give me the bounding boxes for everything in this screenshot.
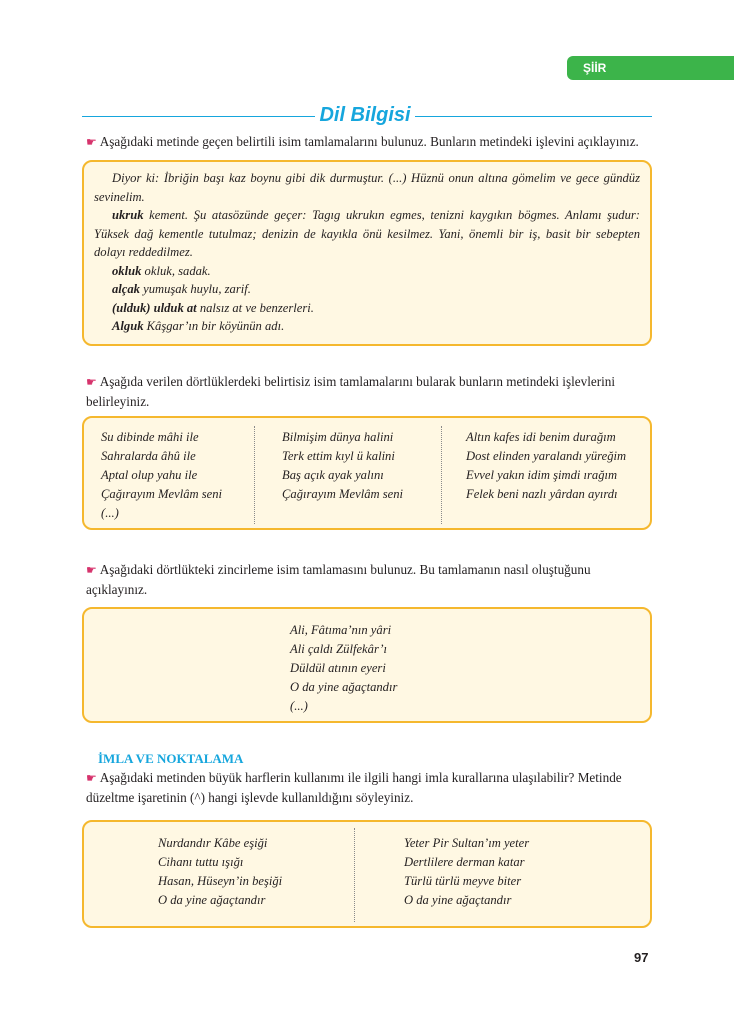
column-divider <box>354 828 355 922</box>
poem-line: Ali çaldı Zülfekâr’ı <box>290 642 388 656</box>
q1-term-ukruk: ukruk <box>112 208 144 222</box>
q1-paragraph-1: Diyor ki: İbriğin başı kaz boynu gibi dik durmuştur. (...) Hüznü onun altına gömelim ve gece gündüz sevinelim. <box>94 171 640 204</box>
q1-paragraph-2-text: kement. Şu atasözünde geçer: Tagıg ukrukın egmes, tenizni kaygıkın bögmes. Anlamı şudur: Yüksek dağ kementle tutulmaz; denizin de kayıkla önü kesilmez. Yani, önemli bir iş, basit bir sebepten dolayı reddedilmez. <box>94 208 640 259</box>
poem-line: O da yine ağaçtandır <box>404 893 512 907</box>
poem-line: Su dibinde mâhi ile <box>101 430 199 444</box>
poem-line: Nurdandır Kâbe eşiği <box>158 836 268 850</box>
poem-line: Sahralarda âhû ile <box>101 449 196 463</box>
q1-definition <box>94 317 640 336</box>
poem-line: Aptal olup yahu ile <box>101 468 198 482</box>
poem-line: Türlü türlü meyve biter <box>404 874 522 888</box>
column-divider <box>441 426 442 524</box>
q1-definition <box>94 299 640 318</box>
q1-definition <box>94 280 640 299</box>
imla-heading: İMLA VE NOKTALAMA <box>98 751 244 766</box>
poem-line: Çağırayım Mevlâm seni <box>101 487 223 501</box>
poem-line: Hasan, Hüseyn’in beşiği <box>158 874 283 888</box>
q1-def-term: alçak <box>112 282 140 296</box>
q2-column-2 <box>282 428 403 504</box>
poem-line: Felek beni nazlı yârdan ayırdı <box>466 487 618 501</box>
poem-line: Ali, Fâtıma’nın yâri <box>290 623 392 637</box>
poem-line: Yeter Pir Sultan’ım yeter <box>404 836 530 850</box>
q1-def-term: okluk <box>112 263 142 278</box>
section-title: Dil Bilgisi <box>319 104 411 126</box>
q1-paragraph-2 <box>94 206 640 262</box>
poem-line: Bilmişim dünya halini <box>282 430 394 444</box>
column-divider <box>254 426 255 524</box>
page-number: 97 <box>634 950 649 965</box>
poem-line: Çağırayım Mevlâm seni <box>282 487 404 501</box>
poem-line: O da yine ağaçtandır <box>158 893 266 907</box>
pointing-hand-icon: ☛ <box>86 375 97 389</box>
poem-line: Cihanı tuttu ışığı <box>158 855 244 869</box>
section-tab <box>567 56 734 80</box>
imla-instruction <box>86 768 654 807</box>
header-rule-right <box>415 116 652 117</box>
q2-column-1 <box>101 428 222 523</box>
q1-text-box <box>82 160 652 346</box>
section-tab-label: ŞİİR <box>583 61 607 75</box>
q2-instruction <box>86 372 654 411</box>
q3-instruction <box>86 560 654 599</box>
q3-poem-box <box>82 607 652 723</box>
q2-poem-box <box>82 416 652 530</box>
poem-line: Altın kafes idi benim durağım <box>466 430 616 444</box>
q1-definition <box>94 262 640 281</box>
imla-column-2 <box>404 834 529 910</box>
q1-def-text: nalsız at ve benzerleri. <box>196 300 314 315</box>
poem-line: Evvel yakın idim şimdi ırağım <box>466 468 618 482</box>
header-rule-left <box>82 116 315 117</box>
poem-line: Baş açık ayak yalını <box>282 468 384 482</box>
poem-line: O da yine ağaçtandır <box>290 680 398 694</box>
q1-instruction <box>86 132 654 152</box>
imla-poem-box <box>82 820 652 928</box>
q1-def-term: (ulduk) ulduk at <box>112 300 197 315</box>
q2-instruction-text: Aşağıda verilen dörtlüklerdeki belirtisiz isim tamlamalarını bularak bunların metindeki işlevlerini belirleyiniz. <box>86 374 616 409</box>
q3-poem <box>290 621 397 716</box>
pointing-hand-icon: ☛ <box>86 135 97 149</box>
imla-column-1 <box>158 834 282 910</box>
q1-def-text: yumuşak huylu, zarif. <box>139 282 251 296</box>
q1-def-term: Alguk <box>112 319 144 333</box>
section-header <box>82 104 652 130</box>
poem-line: Dertlilere derman katar <box>404 855 525 869</box>
q1-def-text: Kâşgar’ın bir köyünün adı. <box>143 319 285 333</box>
pointing-hand-icon: ☛ <box>86 563 97 577</box>
imla-instruction-text: Aşağıdaki metinden büyük harflerin kullanımı ile ilgili hangi imla kurallarına ulaşılabilir? Metinde düzeltme işaretinin (^) hangi işlevde kullanıldığını söyleyiniz. <box>86 770 622 805</box>
poem-line: Dost elinden yaralandı yüreğim <box>466 449 627 463</box>
poem-line: Terk ettim kıyl ü kalini <box>282 449 395 463</box>
q3-instruction-text: Aşağıdaki dörtlükteki zincirleme isim tamlamasını bulunuz. Bu tamlamanın nasıl oluştuğunu açıklayınız. <box>86 562 591 597</box>
q2-column-3 <box>466 428 626 504</box>
poem-line: (...) <box>101 506 119 520</box>
q1-instruction-text: Aşağıdaki metinde geçen belirtili isim tamlamalarını bulunuz. Bunların metindeki işlevini açıklayınız. <box>99 134 639 149</box>
pointing-hand-icon: ☛ <box>86 771 97 785</box>
q1-def-text: okluk, sadak. <box>141 263 211 278</box>
poem-line: Düldül atının eyeri <box>290 661 386 675</box>
poem-line: (...) <box>290 699 308 713</box>
